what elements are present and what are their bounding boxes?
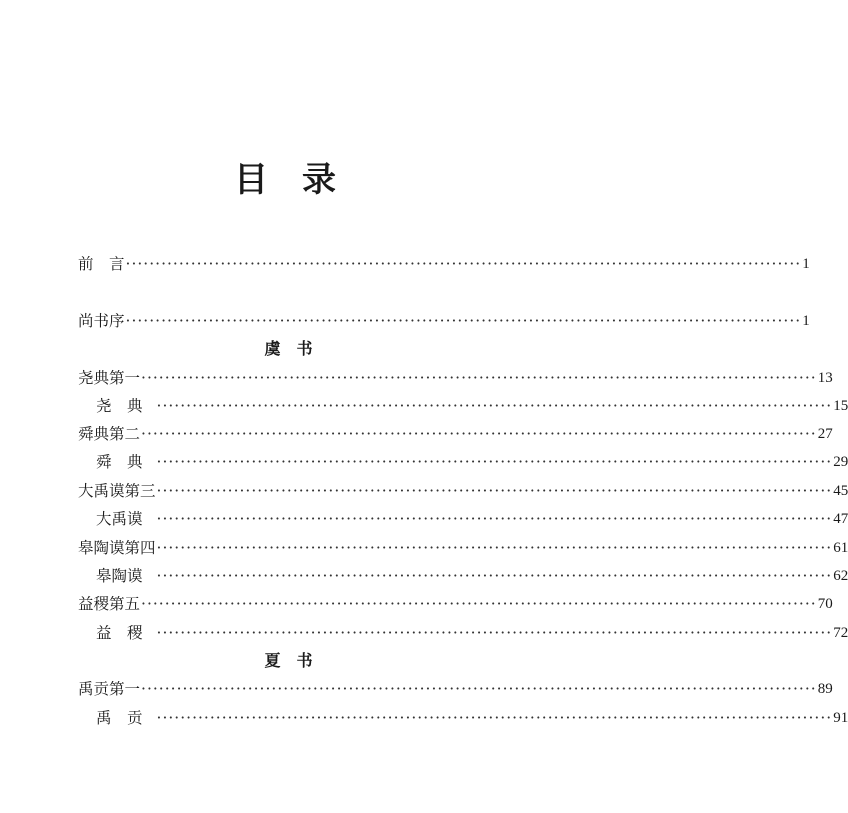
dot-leader: ·················································································································· [156, 539, 833, 557]
toc-entry-label: 皋陶谟第四 [78, 539, 156, 557]
toc-entry-label: 禹贡第一 [78, 680, 141, 698]
toc-page-number: 45 [833, 483, 848, 499]
toc-subentry-da-yu-mo[interactable] [78, 508, 848, 530]
toc-entry-yao-dian-1[interactable] [78, 367, 833, 389]
section-heading-xia-shu: 夏 书 [264, 651, 313, 670]
toc-entry-yi-ji-5[interactable] [78, 593, 833, 615]
toc-page-number: 27 [817, 426, 833, 442]
dot-leader: ·················································································································· [156, 709, 833, 727]
toc-page-number: 1 [802, 313, 810, 329]
toc-entry-preface[interactable] [78, 253, 810, 275]
toc-entry-label: 禹 贡 [96, 709, 143, 727]
toc-page-number: 62 [833, 568, 848, 584]
toc-entry-label: 皋陶谟 [96, 567, 143, 585]
toc-entry-shun-dian-2[interactable] [78, 423, 833, 445]
toc-subentry-yao-dian[interactable] [78, 395, 848, 417]
toc-page-number: 70 [817, 596, 833, 612]
dot-leader: ·················································································································· [141, 425, 817, 443]
toc-page-number: 47 [833, 511, 848, 527]
dot-leader: ·················································································································· [156, 510, 833, 528]
toc-page-number: 15 [833, 398, 848, 414]
toc-entry-shangshu-xu[interactable] [78, 310, 810, 332]
toc-page-number: 91 [833, 710, 848, 726]
dot-leader: ·················································································································· [156, 397, 833, 415]
toc-entry-label: 益稷第五 [78, 595, 141, 613]
section-heading-yu-shu: 虞 书 [264, 339, 313, 358]
toc-entry-label: 大禹谟 [96, 510, 143, 528]
toc-subentry-gao-yao-mo[interactable] [78, 565, 848, 587]
toc-page-number: 13 [817, 370, 833, 386]
toc-page-number: 72 [833, 625, 848, 641]
page-title: 目 录 [234, 160, 336, 200]
toc-entry-label: 益 稷 [96, 624, 143, 642]
dot-leader: ·················································································································· [125, 312, 802, 330]
toc-page-number: 29 [833, 454, 848, 470]
dot-leader: ·················································································································· [141, 369, 817, 387]
toc-page-number: 89 [817, 681, 833, 697]
toc-entry-label: 舜 典 [96, 453, 143, 471]
toc-entry-label: 尚书序 [78, 312, 125, 330]
toc-entry-yu-gong-1[interactable] [78, 678, 833, 700]
toc-subentry-yu-gong[interactable] [78, 707, 848, 729]
toc-entry-label: 尧 典 [96, 397, 143, 415]
dot-leader: ·················································································································· [125, 255, 802, 273]
toc-entry-label: 前 言 [78, 255, 125, 273]
toc-entry-label: 舜典第二 [78, 425, 141, 443]
dot-leader: ·················································································································· [156, 453, 833, 471]
toc-entry-da-yu-mo-3[interactable] [78, 480, 848, 502]
toc-subentry-yi-ji[interactable] [78, 622, 848, 644]
dot-leader: ·················································································································· [156, 624, 833, 642]
toc-entry-label: 大禹谟第三 [78, 482, 156, 500]
toc-page-number: 61 [833, 540, 848, 556]
toc-entry-gao-yao-mo-4[interactable] [78, 537, 848, 559]
toc-page-number: 1 [802, 256, 810, 272]
dot-leader: ·················································································································· [156, 567, 833, 585]
dot-leader: ·················································································································· [141, 595, 817, 613]
toc-entry-label: 尧典第一 [78, 369, 141, 387]
dot-leader: ·················································································································· [141, 680, 817, 698]
dot-leader: ·················································································································· [156, 482, 833, 500]
toc-subentry-shun-dian[interactable] [78, 451, 848, 473]
